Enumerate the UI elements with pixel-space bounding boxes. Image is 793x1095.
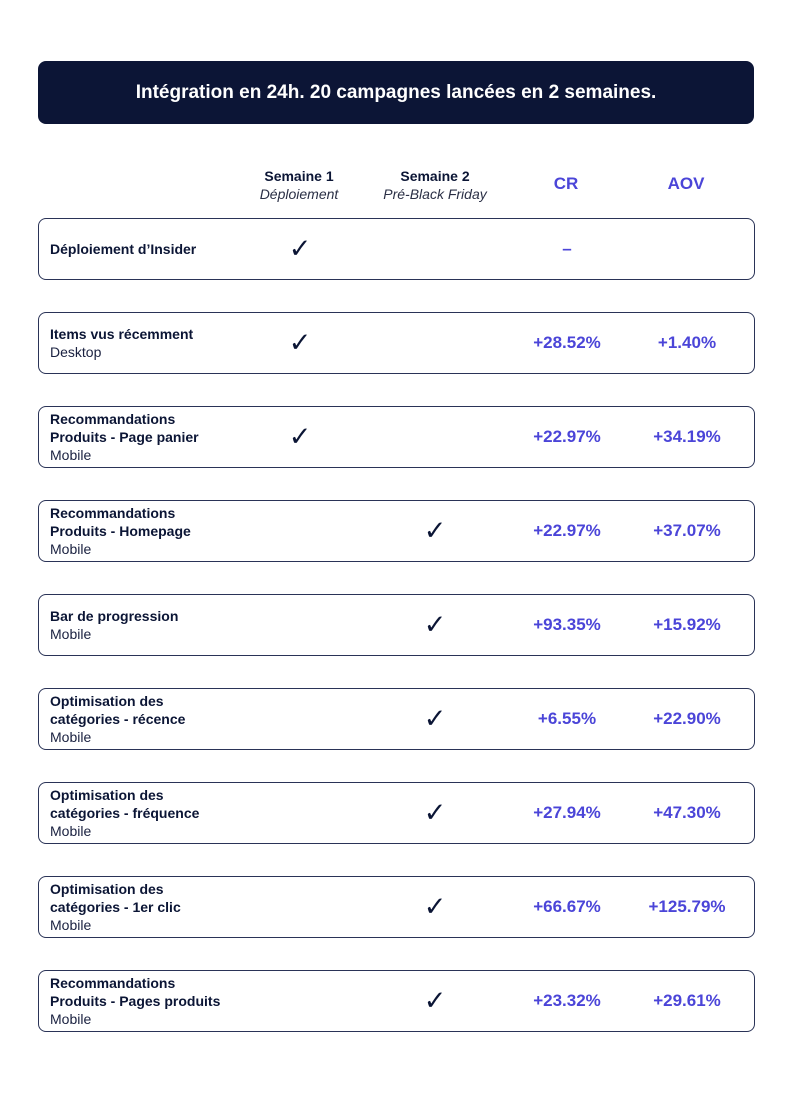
campaign-name: Optimisation des catégories - fréquence <box>50 787 200 821</box>
campaign-row <box>38 500 755 562</box>
cr-value: +27.94% <box>533 803 601 822</box>
check-icon: ✓ <box>423 891 447 922</box>
campaign-row <box>38 876 755 938</box>
cr-value: +6.55% <box>537 709 597 728</box>
campaign-row <box>38 312 755 374</box>
campaign-name: Recommandations Produits - Page panier <box>50 411 199 445</box>
campaign-row <box>38 782 755 844</box>
aov-value: +1.40% <box>657 333 717 352</box>
campaign-label <box>50 971 270 1031</box>
aov-value: +47.30% <box>653 803 721 822</box>
campaign-name: Optimisation des catégories - 1er clic <box>50 881 181 915</box>
campaign-name: Déploiement d’Insider <box>50 241 197 257</box>
campaign-row <box>38 688 755 750</box>
campaign-device: Mobile <box>50 823 92 839</box>
campaign-list <box>38 218 755 1064</box>
check-icon: ✓ <box>423 985 447 1016</box>
cr-value: +66.67% <box>533 897 601 916</box>
campaign-name: Items vus récemment <box>50 326 194 342</box>
cr-value: +22.97% <box>533 427 601 446</box>
check-icon: ✓ <box>423 609 447 640</box>
cr-value: +93.35% <box>533 615 601 634</box>
column-header-week1 <box>239 167 359 203</box>
header-banner <box>38 61 754 124</box>
campaign-row <box>38 406 755 468</box>
campaign-device: Mobile <box>50 917 92 933</box>
campaign-device: Desktop <box>50 344 102 360</box>
check-icon: ✓ <box>423 703 447 734</box>
campaign-label <box>50 219 270 279</box>
check-icon: ✓ <box>288 327 312 358</box>
aov-value: +15.92% <box>653 615 721 634</box>
campaign-row <box>38 218 755 280</box>
campaign-label <box>50 501 270 561</box>
aov-value: +125.79% <box>648 897 726 916</box>
cr-value: +22.97% <box>533 521 601 540</box>
check-icon: ✓ <box>288 421 312 452</box>
cr-value: +23.32% <box>533 991 601 1010</box>
week1-title: Semaine 1 <box>264 168 334 184</box>
aov-value: +22.90% <box>653 709 721 728</box>
campaign-name: Optimisation des catégories - récence <box>50 693 186 727</box>
campaign-device: Mobile <box>50 1011 92 1027</box>
check-icon: ✓ <box>423 797 447 828</box>
campaign-device: Mobile <box>50 447 92 463</box>
campaign-label <box>50 783 270 843</box>
banner-title: Intégration en 24h. 20 campagnes lancées en 2 semaines. <box>135 81 657 103</box>
column-header-aov: AOV <box>667 174 705 193</box>
week1-subtitle: Déploiement <box>259 186 339 202</box>
campaign-device: Mobile <box>50 626 92 642</box>
check-icon: ✓ <box>423 515 447 546</box>
column-header-cr: CR <box>553 174 579 193</box>
aov-value: +34.19% <box>653 427 721 446</box>
campaign-label <box>50 313 270 373</box>
campaign-name: Bar de progression <box>50 608 179 624</box>
campaign-label <box>50 407 270 467</box>
campaign-label <box>50 595 270 655</box>
campaign-device: Mobile <box>50 729 92 745</box>
campaign-label <box>50 877 270 937</box>
aov-value: +37.07% <box>653 521 721 540</box>
cr-value: – <box>562 239 572 258</box>
campaign-label <box>50 689 270 749</box>
cr-value: +28.52% <box>533 333 601 352</box>
campaign-row <box>38 970 755 1032</box>
campaign-row <box>38 594 755 656</box>
campaign-name: Recommandations Produits - Homepage <box>50 505 191 539</box>
check-icon: ✓ <box>288 233 312 264</box>
week2-subtitle: Pré-Black Friday <box>383 186 487 202</box>
week2-title: Semaine 2 <box>400 168 470 184</box>
column-header-week2 <box>372 167 498 203</box>
campaign-device: Mobile <box>50 541 92 557</box>
aov-value: +29.61% <box>653 991 721 1010</box>
campaign-name: Recommandations Produits - Pages produits <box>50 975 221 1009</box>
